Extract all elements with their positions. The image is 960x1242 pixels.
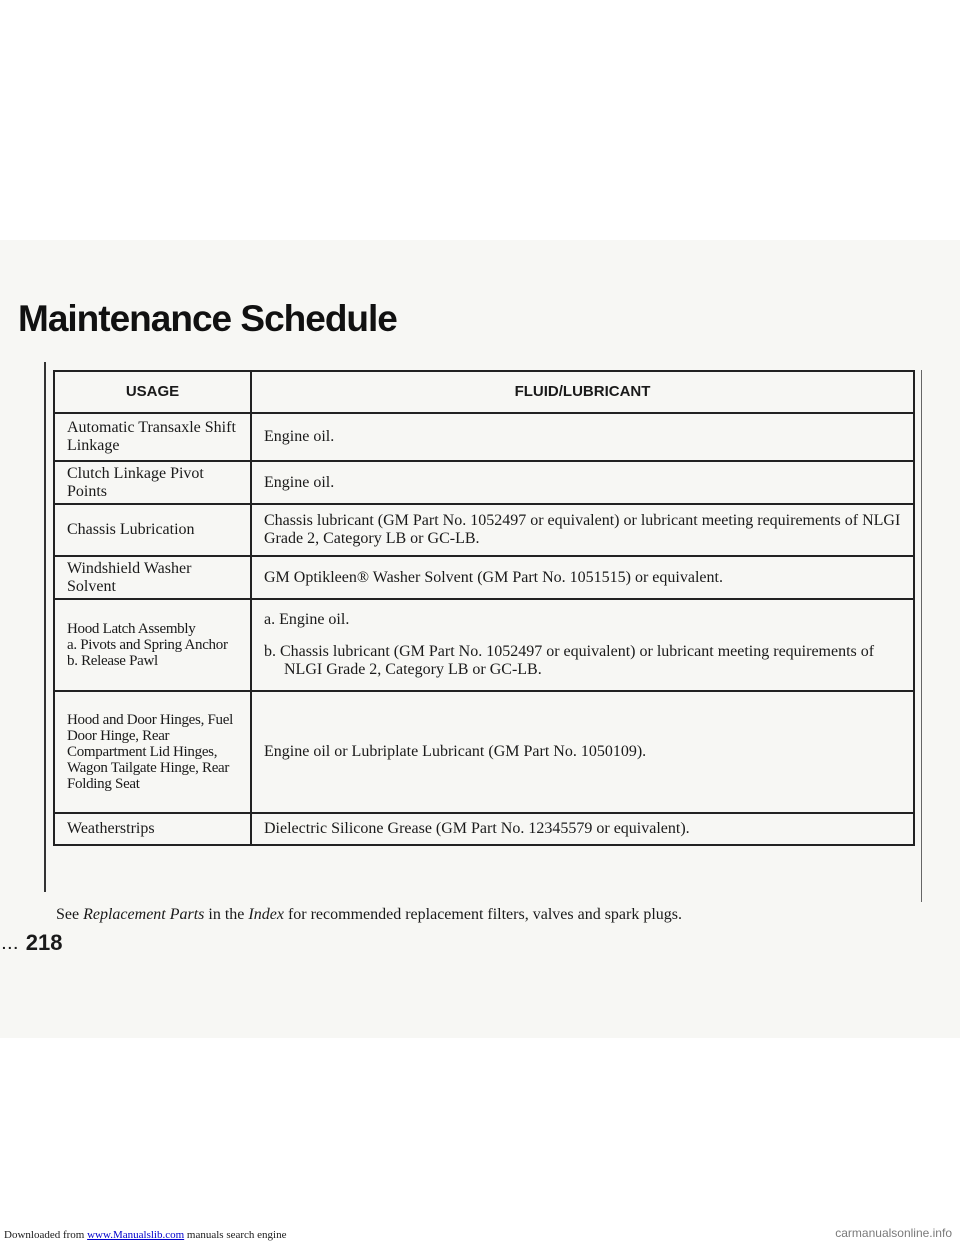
download-banner bbox=[4, 1229, 286, 1241]
left-margin-rule bbox=[44, 362, 46, 892]
fluid-cell bbox=[251, 599, 914, 691]
fluid-paragraph: b. Chassis lubricant (GM Part No. 1052497 or equivalent) or lubricant meeting requirements of NLGI Grade 2, Category LB or GC-LB. bbox=[264, 643, 875, 678]
fluid-paragraph: a. Engine oil. bbox=[264, 611, 350, 628]
table-row bbox=[54, 599, 914, 691]
watermark-logo: carmanualsonline.info bbox=[835, 1226, 952, 1240]
fluid-header: FLUID/LUBRICANT bbox=[251, 371, 914, 413]
fluid-cell: Chassis lubricant (GM Part No. 1052497 or equivalent) or lubricant meeting requirements of NLGI Grade 2, Category LB or GC-LB. bbox=[251, 504, 914, 556]
note-prefix: See bbox=[56, 906, 84, 923]
note-suffix: for recommended replacement filters, valves and spark plugs. bbox=[283, 906, 683, 923]
table-row bbox=[54, 413, 914, 461]
table-row bbox=[54, 504, 914, 556]
page-title: Maintenance Schedule bbox=[18, 298, 397, 339]
download-banner-prefix: Downloaded from bbox=[4, 1229, 88, 1241]
usage-cell: Clutch Linkage Pivot Points bbox=[54, 461, 251, 504]
usage-cell: Hood and Door Hinges, Fuel Door Hinge, Rear Compartment Lid Hinges, Wagon Tailgate Hinge, Rear Folding Seat bbox=[54, 691, 251, 813]
usage-line: b. Release Pawl bbox=[67, 653, 158, 669]
usage-cell: Chassis Lubrication bbox=[54, 504, 251, 556]
table-row bbox=[54, 556, 914, 599]
note-mid: in the bbox=[204, 906, 249, 923]
table-row bbox=[54, 691, 914, 813]
usage-cell bbox=[54, 599, 251, 691]
table-row bbox=[54, 461, 914, 504]
usage-cell: Weatherstrips bbox=[54, 813, 251, 845]
fluid-cell: Engine oil or Lubriplate Lubricant (GM Part No. 1050109). bbox=[251, 691, 914, 813]
usage-cell: Automatic Transaxle Shift Linkage bbox=[54, 413, 251, 461]
right-margin-rule bbox=[921, 370, 922, 902]
page-number-dots: ... bbox=[2, 936, 20, 953]
lubricant-table bbox=[53, 370, 915, 846]
fluid-cell: Engine oil. bbox=[251, 461, 914, 504]
usage-line: a. Pivots and Spring Anchor bbox=[67, 637, 228, 653]
footer-band bbox=[0, 1050, 960, 1210]
page-number bbox=[2, 930, 63, 956]
replacement-parts-ref: Replacement Parts bbox=[83, 906, 205, 923]
fluid-cell: Engine oil. bbox=[251, 413, 914, 461]
usage-line: Hood Latch Assembly bbox=[67, 621, 196, 637]
usage-cell: Windshield Washer Solvent bbox=[54, 556, 251, 599]
manualslib-link[interactable]: www.Manualslib.com bbox=[87, 1229, 185, 1241]
replacement-parts-note bbox=[56, 906, 682, 924]
table-row bbox=[54, 813, 914, 845]
fluid-cell: GM Optikleen® Washer Solvent (GM Part No. 1051515) or equivalent. bbox=[251, 556, 914, 599]
index-ref: Index bbox=[248, 906, 284, 923]
usage-header: USAGE bbox=[54, 371, 251, 413]
table-header-row bbox=[54, 371, 914, 413]
download-banner-suffix: manuals search engine bbox=[184, 1229, 287, 1241]
page-number-value: 218 bbox=[25, 930, 63, 955]
fluid-cell: Dielectric Silicone Grease (GM Part No. 12345579 or equivalent). bbox=[251, 813, 914, 845]
